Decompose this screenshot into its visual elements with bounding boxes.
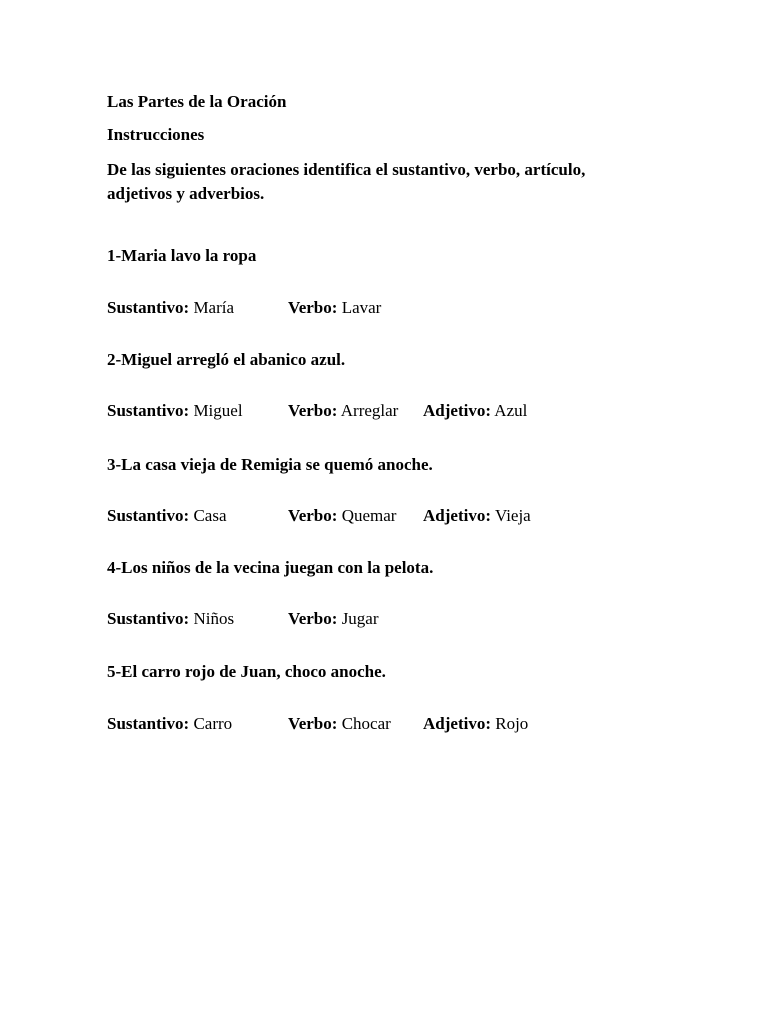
answer-value: Miguel [193, 401, 243, 420]
answer-noun [107, 609, 234, 629]
answer-label: Sustantivo: [107, 506, 190, 525]
answer-label: Adjetivo: [423, 401, 491, 420]
answer-verb [288, 714, 391, 734]
document-title: Las Partes de la Oración [107, 92, 287, 111]
answer-noun [107, 401, 243, 421]
sentence-4: 4-Los niños de la vecina juegan con la pelota. [107, 558, 434, 577]
answer-verb [288, 506, 396, 526]
instructions-heading: Instrucciones [107, 125, 205, 144]
answer-label: Verbo: [288, 609, 338, 628]
answer-value: Jugar [341, 609, 379, 628]
answer-label: Verbo: [288, 298, 338, 317]
answer-verb [288, 609, 379, 629]
answer-row-1 [0, 298, 768, 318]
answer-value: María [193, 298, 235, 317]
answer-verb [288, 298, 381, 318]
answer-value: Chocar [341, 714, 391, 733]
answer-noun [107, 714, 232, 734]
answer-label: Sustantivo: [107, 714, 190, 733]
answer-adjective [423, 714, 528, 734]
answer-label: Verbo: [288, 714, 338, 733]
answer-value: Vieja [494, 506, 531, 525]
answer-value: Rojo [495, 714, 529, 733]
sentence-5: 5-El carro rojo de Juan, choco anoche. [107, 662, 386, 681]
answer-row-3 [0, 506, 768, 526]
answer-value: Lavar [341, 298, 382, 317]
answer-label: Adjetivo: [423, 714, 491, 733]
answer-adjective [423, 506, 531, 526]
answer-label: Verbo: [288, 401, 338, 420]
answer-row-2 [0, 401, 768, 421]
sentence-1: 1-Maria lavo la ropa [107, 246, 257, 265]
sentence-3: 3-La casa vieja de Remigia se quemó anoche. [107, 455, 433, 474]
answer-row-4 [0, 609, 768, 629]
answer-label: Sustantivo: [107, 609, 190, 628]
answer-adjective [423, 401, 527, 421]
answer-label: Verbo: [288, 506, 338, 525]
answer-value: Azul [494, 401, 528, 420]
answer-noun [107, 298, 234, 318]
answer-label: Adjetivo: [423, 506, 491, 525]
answer-value: Casa [193, 506, 227, 525]
sentence-2: 2-Miguel arregló el abanico azul. [107, 350, 346, 369]
answer-verb [288, 401, 398, 421]
answer-value: Carro [193, 714, 233, 733]
answer-noun [107, 506, 226, 526]
answer-row-5 [0, 714, 768, 734]
answer-value: Arreglar [340, 401, 399, 420]
instructions-text: De las siguientes oraciones identifica el sustantivo, verbo, artículo, adjetivos y adverbios. [107, 160, 586, 203]
answer-value: Quemar [341, 506, 397, 525]
answer-value: Niños [193, 609, 235, 628]
answer-label: Sustantivo: [107, 298, 190, 317]
answer-label: Sustantivo: [107, 401, 190, 420]
